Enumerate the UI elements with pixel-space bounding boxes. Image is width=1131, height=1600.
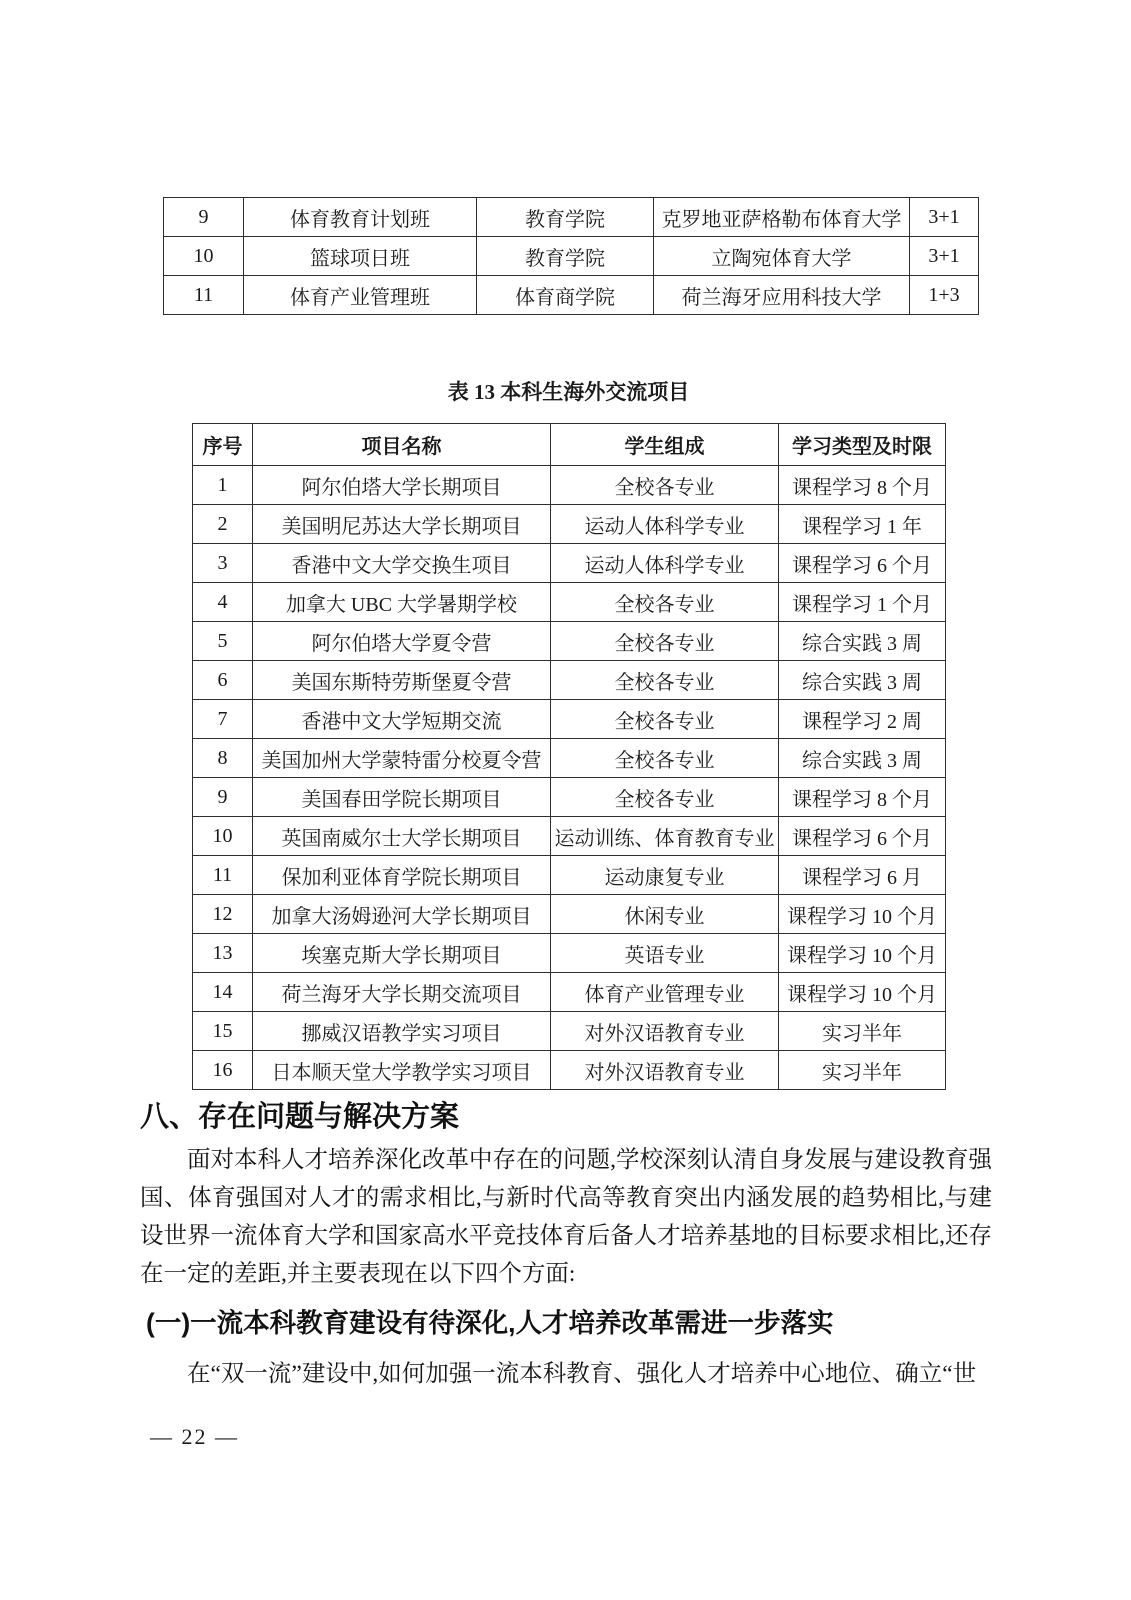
cell-no: 13 bbox=[193, 934, 253, 973]
cell-mode: 3+1 bbox=[910, 237, 979, 276]
cell-students: 休闲专业 bbox=[551, 895, 779, 934]
cell-students: 运动人体科学专业 bbox=[551, 505, 779, 544]
cell-no: 12 bbox=[193, 895, 253, 934]
cell-students: 对外汉语教育专业 bbox=[551, 1012, 779, 1051]
subsection-heading: (一)一流本科教育建设有待深化,人才培养改革需进一步落实 bbox=[146, 1308, 834, 1338]
cell-class-name: 体育教育计划班 bbox=[244, 198, 477, 237]
table-row bbox=[193, 466, 946, 505]
cell-project: 荷兰海牙大学长期交流项目 bbox=[253, 973, 551, 1012]
cell-no: 2 bbox=[193, 505, 253, 544]
cell-students: 对外汉语教育专业 bbox=[551, 1051, 779, 1090]
cell-students: 英语专业 bbox=[551, 934, 779, 973]
cell-college: 教育学院 bbox=[477, 237, 654, 276]
cell-project: 香港中文大学交换生项目 bbox=[253, 544, 551, 583]
cell-no: 14 bbox=[193, 973, 253, 1012]
cell-project: 加拿大 UBC 大学暑期学校 bbox=[253, 583, 551, 622]
cell-no: 3 bbox=[193, 544, 253, 583]
cell-project: 美国春田学院长期项目 bbox=[253, 778, 551, 817]
section-heading: 八、存在问题与解决方案 bbox=[140, 1101, 460, 1133]
cell-mode: 1+3 bbox=[910, 276, 979, 315]
cell-no: 5 bbox=[193, 622, 253, 661]
cell-students: 全校各专业 bbox=[551, 622, 779, 661]
cell-mode: 3+1 bbox=[910, 198, 979, 237]
table-row bbox=[164, 276, 979, 315]
cell-university: 立陶宛体育大学 bbox=[654, 237, 910, 276]
section-paragraph: 面对本科人才培养深化改革中存在的问题,学校深刻认清自身发展与建设教育强国、体育强国对人才的需求相比,与新时代高等教育突出内涵发展的趋势相比,与建设世界一流体育大学和国家高水平竞技体育后备人才培养基地的目标要求相比,还存在一定的差距,并主要表现在以下四个方面: bbox=[140, 1147, 992, 1287]
table-row bbox=[193, 739, 946, 778]
table-header-row bbox=[193, 424, 946, 466]
cell-type: 综合实践 3 周 bbox=[779, 739, 946, 778]
cell-type: 课程学习 6 月 bbox=[779, 856, 946, 895]
table-row bbox=[193, 622, 946, 661]
cell-no: 9 bbox=[164, 198, 244, 237]
cell-no: 15 bbox=[193, 1012, 253, 1051]
cell-no: 4 bbox=[193, 583, 253, 622]
cell-project: 美国东斯特劳斯堡夏令营 bbox=[253, 661, 551, 700]
cell-students: 全校各专业 bbox=[551, 466, 779, 505]
cell-project: 阿尔伯塔大学夏令营 bbox=[253, 622, 551, 661]
cell-students: 全校各专业 bbox=[551, 583, 779, 622]
page-number: — 22 — bbox=[150, 1424, 239, 1449]
cell-class-name: 体育产业管理班 bbox=[244, 276, 477, 315]
cell-students: 全校各专业 bbox=[551, 700, 779, 739]
cell-type: 实习半年 bbox=[779, 1051, 946, 1090]
cell-type: 课程学习 10 个月 bbox=[779, 973, 946, 1012]
cell-no: 8 bbox=[193, 739, 253, 778]
cell-project: 香港中文大学短期交流 bbox=[253, 700, 551, 739]
cell-students: 全校各专业 bbox=[551, 661, 779, 700]
table-row bbox=[193, 583, 946, 622]
table-row bbox=[193, 661, 946, 700]
table-row bbox=[193, 1012, 946, 1051]
table-row bbox=[193, 778, 946, 817]
cell-project: 英国南威尔士大学长期项目 bbox=[253, 817, 551, 856]
table-row bbox=[164, 237, 979, 276]
cell-college: 教育学院 bbox=[477, 198, 654, 237]
header-students: 学生组成 bbox=[551, 424, 779, 466]
table-row bbox=[193, 1051, 946, 1090]
header-project: 项目名称 bbox=[253, 424, 551, 466]
table-row bbox=[193, 817, 946, 856]
table-row bbox=[193, 934, 946, 973]
cell-project: 保加利亚体育学院长期项目 bbox=[253, 856, 551, 895]
cell-no: 11 bbox=[164, 276, 244, 315]
cell-project: 美国加州大学蒙特雷分校夏令营 bbox=[253, 739, 551, 778]
cell-type: 课程学习 2 周 bbox=[779, 700, 946, 739]
cell-type: 课程学习 6 个月 bbox=[779, 544, 946, 583]
cell-project: 日本顺天堂大学教学实习项目 bbox=[253, 1051, 551, 1090]
cell-no: 16 bbox=[193, 1051, 253, 1090]
cell-type: 综合实践 3 周 bbox=[779, 661, 946, 700]
table-row bbox=[193, 856, 946, 895]
cell-no: 11 bbox=[193, 856, 253, 895]
cell-type: 实习半年 bbox=[779, 1012, 946, 1051]
cell-type: 课程学习 1 年 bbox=[779, 505, 946, 544]
cell-project: 美国明尼苏达大学长期项目 bbox=[253, 505, 551, 544]
header-no: 序号 bbox=[193, 424, 253, 466]
cell-type: 课程学习 10 个月 bbox=[779, 895, 946, 934]
cell-type: 课程学习 10 个月 bbox=[779, 934, 946, 973]
cell-type: 课程学习 6 个月 bbox=[779, 817, 946, 856]
table-row bbox=[193, 544, 946, 583]
table-row bbox=[193, 700, 946, 739]
cell-students: 全校各专业 bbox=[551, 778, 779, 817]
cell-no: 7 bbox=[193, 700, 253, 739]
cell-class-name: 篮球项日班 bbox=[244, 237, 477, 276]
cell-type: 课程学习 8 个月 bbox=[779, 466, 946, 505]
cell-project: 阿尔伯塔大学长期项目 bbox=[253, 466, 551, 505]
cell-university: 克罗地亚萨格勒布体育大学 bbox=[654, 198, 910, 237]
cell-university: 荷兰海牙应用科技大学 bbox=[654, 276, 910, 315]
cell-no: 10 bbox=[164, 237, 244, 276]
cell-no: 6 bbox=[193, 661, 253, 700]
cell-no: 9 bbox=[193, 778, 253, 817]
cell-no: 10 bbox=[193, 817, 253, 856]
cell-students: 运动康复专业 bbox=[551, 856, 779, 895]
cell-type: 课程学习 8 个月 bbox=[779, 778, 946, 817]
cell-project: 挪威汉语教学实习项目 bbox=[253, 1012, 551, 1051]
subsection-paragraph: 在“双一流”建设中,如何加强一流本科教育、强化人才培养中心地位、确立“世 bbox=[187, 1361, 977, 1387]
cell-type: 课程学习 1 个月 bbox=[779, 583, 946, 622]
cell-project: 埃塞克斯大学长期项目 bbox=[253, 934, 551, 973]
cell-college: 体育商学院 bbox=[477, 276, 654, 315]
header-type: 学习类型及时限 bbox=[779, 424, 946, 466]
cell-students: 全校各专业 bbox=[551, 739, 779, 778]
overseas-exchange-table bbox=[192, 423, 946, 1090]
table-row bbox=[164, 198, 979, 237]
cell-students: 运动训练、体育教育专业 bbox=[551, 817, 779, 856]
cell-type: 综合实践 3 周 bbox=[779, 622, 946, 661]
table-row bbox=[193, 505, 946, 544]
table13-caption: 表 13 本科生海外交流项目 bbox=[447, 380, 690, 404]
cell-students: 运动人体科学专业 bbox=[551, 544, 779, 583]
overseas-class-table-continuation bbox=[163, 197, 979, 315]
cell-no: 1 bbox=[193, 466, 253, 505]
cell-students: 体育产业管理专业 bbox=[551, 973, 779, 1012]
cell-project: 加拿大汤姆逊河大学长期项目 bbox=[253, 895, 551, 934]
table-row bbox=[193, 895, 946, 934]
table-row bbox=[193, 973, 946, 1012]
